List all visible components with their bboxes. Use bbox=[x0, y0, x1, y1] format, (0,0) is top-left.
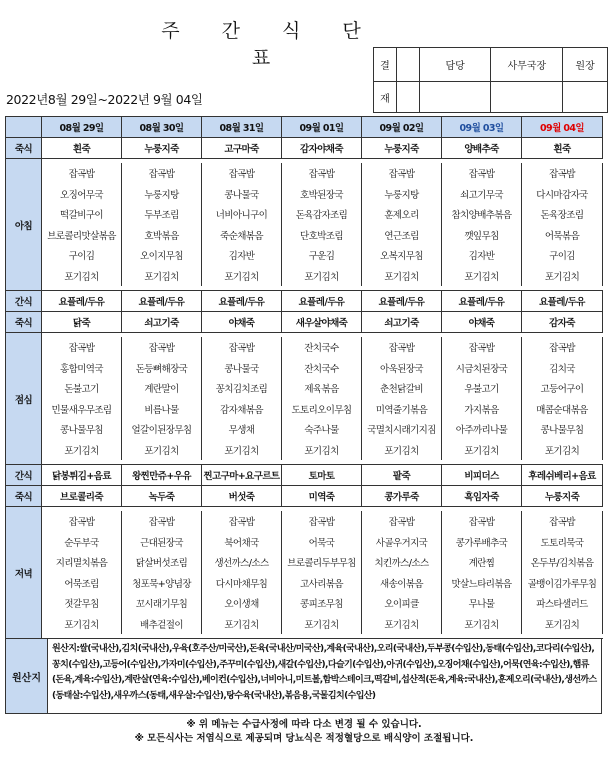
menu-item: 잡곡밥 bbox=[442, 511, 522, 532]
menu-item: 콩나물국 bbox=[202, 358, 282, 379]
menu-item: 계란말이 bbox=[122, 378, 202, 399]
menu-item: 잔치국수 bbox=[282, 337, 362, 358]
menu-item: 요플레/두유 bbox=[122, 291, 202, 312]
menu-item: 구이김 bbox=[522, 245, 603, 266]
menu-item: 쇠고기무국 bbox=[442, 184, 522, 205]
day-header: 09월 04일 bbox=[522, 117, 603, 138]
menu-item: 양배추죽 bbox=[442, 138, 522, 159]
menu-item: 두부조림 bbox=[122, 204, 202, 225]
menu-item: 어묵국 bbox=[282, 532, 362, 553]
menu-item: 포기김치 bbox=[42, 266, 122, 287]
menu-row bbox=[6, 419, 603, 440]
menu-item: 감자야채죽 bbox=[282, 138, 362, 159]
menu-item: 구이김 bbox=[42, 245, 122, 266]
approval-role-director: 사무국장 bbox=[491, 48, 563, 82]
menu-item: 잡곡밥 bbox=[522, 337, 603, 358]
menu-row bbox=[6, 440, 603, 461]
menu-item: 생선까스/소스 bbox=[202, 552, 282, 573]
menu-item: 순두부국 bbox=[42, 532, 122, 553]
menu-item: 잡곡밥 bbox=[282, 163, 362, 184]
menu-item: 포기김치 bbox=[202, 266, 282, 287]
menu-item: 김자반 bbox=[442, 245, 522, 266]
menu-item: 감자채볶음 bbox=[202, 399, 282, 420]
day-header: 08월 31일 bbox=[202, 117, 282, 138]
menu-item: 브로콜리두부무침 bbox=[282, 552, 362, 573]
menu-item: 녹두죽 bbox=[122, 486, 202, 507]
menu-item: 흰죽 bbox=[42, 138, 122, 159]
menu-item: 오이생채 bbox=[202, 593, 282, 614]
meal-label: 죽식 bbox=[6, 138, 42, 159]
menu-item: 꼬시래기무침 bbox=[122, 593, 202, 614]
day-header: 08월 30일 bbox=[122, 117, 202, 138]
menu-item: 포기김치 bbox=[362, 614, 442, 635]
menu-item: 콩가루죽 bbox=[362, 486, 442, 507]
day-header: 09월 02일 bbox=[362, 117, 442, 138]
menu-item: 잡곡밥 bbox=[202, 337, 282, 358]
page-title: 주 간 식 단 표 bbox=[161, 20, 379, 69]
menu-item: 돈등뼈해장국 bbox=[122, 358, 202, 379]
menu-item: 포기김치 bbox=[282, 440, 362, 461]
menu-row bbox=[6, 163, 603, 184]
menu-item: 잡곡밥 bbox=[362, 511, 442, 532]
approval-role-staff: 담당 bbox=[419, 48, 491, 82]
menu-item: 포기김치 bbox=[282, 614, 362, 635]
menu-row bbox=[6, 245, 603, 266]
menu-period: 2022년8월 29일~2022년 9월 04일 bbox=[6, 92, 203, 107]
menu-item: 쇠고기죽 bbox=[122, 312, 202, 333]
approval-sign-head bbox=[563, 82, 608, 113]
meal-label: 아침 bbox=[6, 159, 42, 291]
menu-item: 젓갈무침 bbox=[42, 593, 122, 614]
menu-item: 도토리묵국 bbox=[522, 532, 603, 553]
menu-item: 포기김치 bbox=[202, 614, 282, 635]
menu-item: 맛살느타리볶음 bbox=[442, 573, 522, 594]
menu-item: 잡곡밥 bbox=[122, 337, 202, 358]
menu-item: 배추겉절이 bbox=[122, 614, 202, 635]
menu-item: 구운김 bbox=[282, 245, 362, 266]
menu-item: 김치국 bbox=[522, 358, 603, 379]
menu-item: 잡곡밥 bbox=[122, 511, 202, 532]
approval-sign-staff bbox=[419, 82, 491, 113]
menu-item: 포기김치 bbox=[522, 614, 603, 635]
menu-item: 돈육감자조림 bbox=[282, 204, 362, 225]
menu-item: 포기김치 bbox=[122, 440, 202, 461]
menu-item: 고구마죽 bbox=[202, 138, 282, 159]
menu-item: 도토리오이무침 bbox=[282, 399, 362, 420]
menu-item: 호박된장국 bbox=[282, 184, 362, 205]
menu-item: 누룽지죽 bbox=[522, 486, 603, 507]
menu-item: 춘천닭갈비 bbox=[362, 378, 442, 399]
menu-item: 잡곡밥 bbox=[362, 337, 442, 358]
menu-item: 민물새우무조림 bbox=[42, 399, 122, 420]
menu-item: 우불고기 bbox=[442, 378, 522, 399]
menu-row bbox=[6, 358, 603, 379]
approval-blank bbox=[396, 48, 419, 82]
menu-item: 콩나물국 bbox=[202, 184, 282, 205]
menu-item: 죽순채볶음 bbox=[202, 225, 282, 246]
approval-sign-empty bbox=[396, 82, 419, 113]
meal-label: 간식 bbox=[6, 465, 42, 486]
menu-item: 미역죽 bbox=[282, 486, 362, 507]
menu-row bbox=[6, 225, 603, 246]
menu-item: 잡곡밥 bbox=[282, 511, 362, 532]
day-header: 09월 01일 bbox=[282, 117, 362, 138]
menu-item: 쇠고기죽 bbox=[362, 312, 442, 333]
menu-item: 누룽지죽 bbox=[122, 138, 202, 159]
menu-item: 브로콜리죽 bbox=[42, 486, 122, 507]
menu-item: 돈불고기 bbox=[42, 378, 122, 399]
menu-item: 팥죽 bbox=[362, 465, 442, 486]
menu-row bbox=[6, 266, 603, 287]
meal-label: 간식 bbox=[6, 291, 42, 312]
menu-item: 야채죽 bbox=[202, 312, 282, 333]
menu-item: 브로콜리맛살볶음 bbox=[42, 225, 122, 246]
menu-item: 미역줄기볶음 bbox=[362, 399, 442, 420]
menu-item: 홍합미역국 bbox=[42, 358, 122, 379]
menu-row bbox=[6, 614, 603, 635]
menu-item: 요플레/두유 bbox=[362, 291, 442, 312]
menu-item: 버섯죽 bbox=[202, 486, 282, 507]
menu-item: 누룽지죽 bbox=[362, 138, 442, 159]
menu-item: 시금치된장국 bbox=[442, 358, 522, 379]
meal-row bbox=[6, 312, 603, 333]
menu-item: 잡곡밥 bbox=[522, 511, 603, 532]
meal-row bbox=[6, 138, 603, 159]
menu-item: 국멸치시래기지짐 bbox=[362, 419, 442, 440]
menu-item: 사골우거지국 bbox=[362, 532, 442, 553]
day-header: 09월 03일 bbox=[442, 117, 522, 138]
menu-item: 요플레/두유 bbox=[42, 291, 122, 312]
note-1: ※ 위 메뉴는 수급사정에 따라 다소 변경 될 수 있습니다. bbox=[186, 719, 422, 730]
menu-item: 야채죽 bbox=[442, 312, 522, 333]
menu-item: 오이피클 bbox=[362, 593, 442, 614]
menu-item: 청포묵+양념장 bbox=[122, 573, 202, 594]
menu-item: 떡갈비구이 bbox=[42, 204, 122, 225]
menu-item: 다시마감자국 bbox=[522, 184, 603, 205]
approval-sign-director bbox=[491, 82, 563, 113]
menu-item: 치킨까스/소스 bbox=[362, 552, 442, 573]
origin-box bbox=[5, 638, 602, 714]
menu-item: 어묵조림 bbox=[42, 573, 122, 594]
menu-item: 오복지무침 bbox=[362, 245, 442, 266]
menu-item: 어묵볶음 bbox=[522, 225, 603, 246]
menu-item: 숙주나물 bbox=[282, 419, 362, 440]
meal-row bbox=[6, 291, 603, 312]
menu-item: 포기김치 bbox=[362, 266, 442, 287]
menu-item: 잡곡밥 bbox=[42, 163, 122, 184]
menu-item: 잡곡밥 bbox=[202, 163, 282, 184]
menu-item: 매콤순대볶음 bbox=[522, 399, 603, 420]
menu-row bbox=[6, 593, 603, 614]
menu-item: 누룽지탕 bbox=[362, 184, 442, 205]
menu-item: 오징어무국 bbox=[42, 184, 122, 205]
menu-row bbox=[6, 204, 603, 225]
menu-item: 김자반 bbox=[202, 245, 282, 266]
meal-row bbox=[6, 486, 603, 507]
menu-item: 잡곡밥 bbox=[362, 163, 442, 184]
menu-item: 포기김치 bbox=[442, 614, 522, 635]
notes bbox=[0, 718, 608, 746]
menu-item: 아욱된장국 bbox=[362, 358, 442, 379]
menu-item: 요플레/두유 bbox=[202, 291, 282, 312]
day-header: 08월 29일 bbox=[42, 117, 122, 138]
menu-item: 포기김치 bbox=[522, 266, 603, 287]
approval-box bbox=[373, 47, 608, 113]
menu-item: 고사리볶음 bbox=[282, 573, 362, 594]
menu-item: 포기김치 bbox=[122, 266, 202, 287]
menu-item: 참치양배추볶음 bbox=[442, 204, 522, 225]
menu-item: 포기김치 bbox=[282, 266, 362, 287]
menu-row bbox=[6, 511, 603, 532]
menu-item: 후레쉬베리+음료 bbox=[522, 465, 603, 486]
meal-row bbox=[6, 465, 603, 486]
menu-item: 무생채 bbox=[202, 419, 282, 440]
menu-item: 잡곡밥 bbox=[42, 337, 122, 358]
menu-item: 잔치국수 bbox=[282, 358, 362, 379]
meal-label: 죽식 bbox=[6, 486, 42, 507]
menu-item: 지리멸치볶음 bbox=[42, 552, 122, 573]
menu-item: 콩나물무침 bbox=[522, 419, 603, 440]
menu-item: 새송이볶음 bbox=[362, 573, 442, 594]
menu-item: 돈육장조림 bbox=[522, 204, 603, 225]
menu-item: 잡곡밥 bbox=[442, 163, 522, 184]
menu-item: 포기김치 bbox=[522, 440, 603, 461]
menu-item: 잡곡밥 bbox=[442, 337, 522, 358]
menu-item: 다시마채무침 bbox=[202, 573, 282, 594]
menu-item: 새우살야채죽 bbox=[282, 312, 362, 333]
menu-item: 콩나물무침 bbox=[42, 419, 122, 440]
meal-label: 저녁 bbox=[6, 507, 42, 639]
menu-item: 계란찜 bbox=[442, 552, 522, 573]
menu-item: 콩피조무침 bbox=[282, 593, 362, 614]
menu-item: 깻잎무침 bbox=[442, 225, 522, 246]
menu-item: 고등어구이 bbox=[522, 378, 603, 399]
menu-item: 오이지무침 bbox=[122, 245, 202, 266]
menu-item: 요플레/두유 bbox=[522, 291, 603, 312]
menu-item: 왕찐만쥬+우유 bbox=[122, 465, 202, 486]
meal-label: 점심 bbox=[6, 333, 42, 465]
menu-item: 무나물 bbox=[442, 593, 522, 614]
menu-item: 찐고구마+요구르트 bbox=[202, 465, 282, 486]
menu-item: 콩가루배추국 bbox=[442, 532, 522, 553]
menu-item: 제육볶음 bbox=[282, 378, 362, 399]
origin-label: 원산지 bbox=[6, 639, 48, 713]
menu-item: 요플레/두유 bbox=[282, 291, 362, 312]
menu-item: 골뱅이김가루무침 bbox=[522, 573, 603, 594]
menu-item: 포기김치 bbox=[42, 614, 122, 635]
approval-label-2: 재 bbox=[374, 82, 397, 113]
menu-item: 닭봉튀김+음료 bbox=[42, 465, 122, 486]
menu-item: 잡곡밥 bbox=[42, 511, 122, 532]
menu-item: 가지볶음 bbox=[442, 399, 522, 420]
menu-item: 호박볶음 bbox=[122, 225, 202, 246]
menu-item: 비름나물 bbox=[122, 399, 202, 420]
menu-item: 비피더스 bbox=[442, 465, 522, 486]
menu-item: 온두부/김치볶음 bbox=[522, 552, 603, 573]
menu-item: 포기김치 bbox=[202, 440, 282, 461]
menu-item: 근대된장국 bbox=[122, 532, 202, 553]
meal-label: 죽식 bbox=[6, 312, 42, 333]
menu-item: 포기김치 bbox=[442, 266, 522, 287]
menu-item: 연근조림 bbox=[362, 225, 442, 246]
menu-item: 너비아니구이 bbox=[202, 204, 282, 225]
menu-item: 감자죽 bbox=[522, 312, 603, 333]
origin-text: 원산지:쌀(국내산),김치(국내산),우육(호주산/미국산),돈육(국내산/미국산),계육(국내산),오리(국내산),두부콩(수입산),동태(수입산),코다리(수입산),꽁치(수입산),고등어(수입산),가자미(수입산),주꾸미(수입산),새갈(수입산),다슬기(수입산),아귀(수입산),오징어채(수입산),어묵(연육:수입산),햄류(돈육,계육:수입산),계란살(연육:수입산),베이컨(수입산),너비아니,미트볼,함박스테이크,떡갈비,섭산적(돈육,계육:국내산),훈제오리(국내산),생선까스(동태살:수입산),새우까스(동태,새우살:수입산),탕수육(국내산),볶음용,국물김치(수입산) bbox=[52, 644, 597, 701]
day-header-row bbox=[6, 117, 603, 138]
menu-item: 아주까리나물 bbox=[442, 419, 522, 440]
approval-label-1: 결 bbox=[374, 48, 397, 82]
menu-item: 포기김치 bbox=[442, 440, 522, 461]
menu-item: 요플레/두유 bbox=[442, 291, 522, 312]
menu-item: 얼갈이된장무침 bbox=[122, 419, 202, 440]
approval-role-head: 원장 bbox=[563, 48, 608, 82]
menu-row bbox=[6, 573, 603, 594]
menu-item: 훈제오리 bbox=[362, 204, 442, 225]
menu-item: 잡곡밥 bbox=[522, 163, 603, 184]
menu-row bbox=[6, 378, 603, 399]
menu-item: 파스타샐러드 bbox=[522, 593, 603, 614]
menu-item: 포기김치 bbox=[362, 440, 442, 461]
menu-row bbox=[6, 532, 603, 553]
menu-item: 닭죽 bbox=[42, 312, 122, 333]
menu-item: 북어채국 bbox=[202, 532, 282, 553]
menu-item: 잡곡밥 bbox=[122, 163, 202, 184]
menu-item: 단호박조림 bbox=[282, 225, 362, 246]
menu-item: 꽁치김치조림 bbox=[202, 378, 282, 399]
note-2: ※ 모든식사는 저염식으로 제공되며 당뇨식은 적정혈당으로 배식양이 조절됩니다. bbox=[134, 733, 474, 744]
menu-row bbox=[6, 552, 603, 573]
menu-item: 닭살버섯조림 bbox=[122, 552, 202, 573]
menu-item: 토마토 bbox=[282, 465, 362, 486]
weekly-menu-table bbox=[5, 116, 603, 639]
menu-row bbox=[6, 184, 603, 205]
menu-item: 포기김치 bbox=[42, 440, 122, 461]
menu-item: 누룽지탕 bbox=[122, 184, 202, 205]
corner-cell bbox=[6, 117, 42, 138]
menu-row bbox=[6, 399, 603, 420]
menu-item: 잡곡밥 bbox=[202, 511, 282, 532]
menu-item: 흑임자죽 bbox=[442, 486, 522, 507]
menu-row bbox=[6, 337, 603, 358]
menu-item: 흰죽 bbox=[522, 138, 603, 159]
